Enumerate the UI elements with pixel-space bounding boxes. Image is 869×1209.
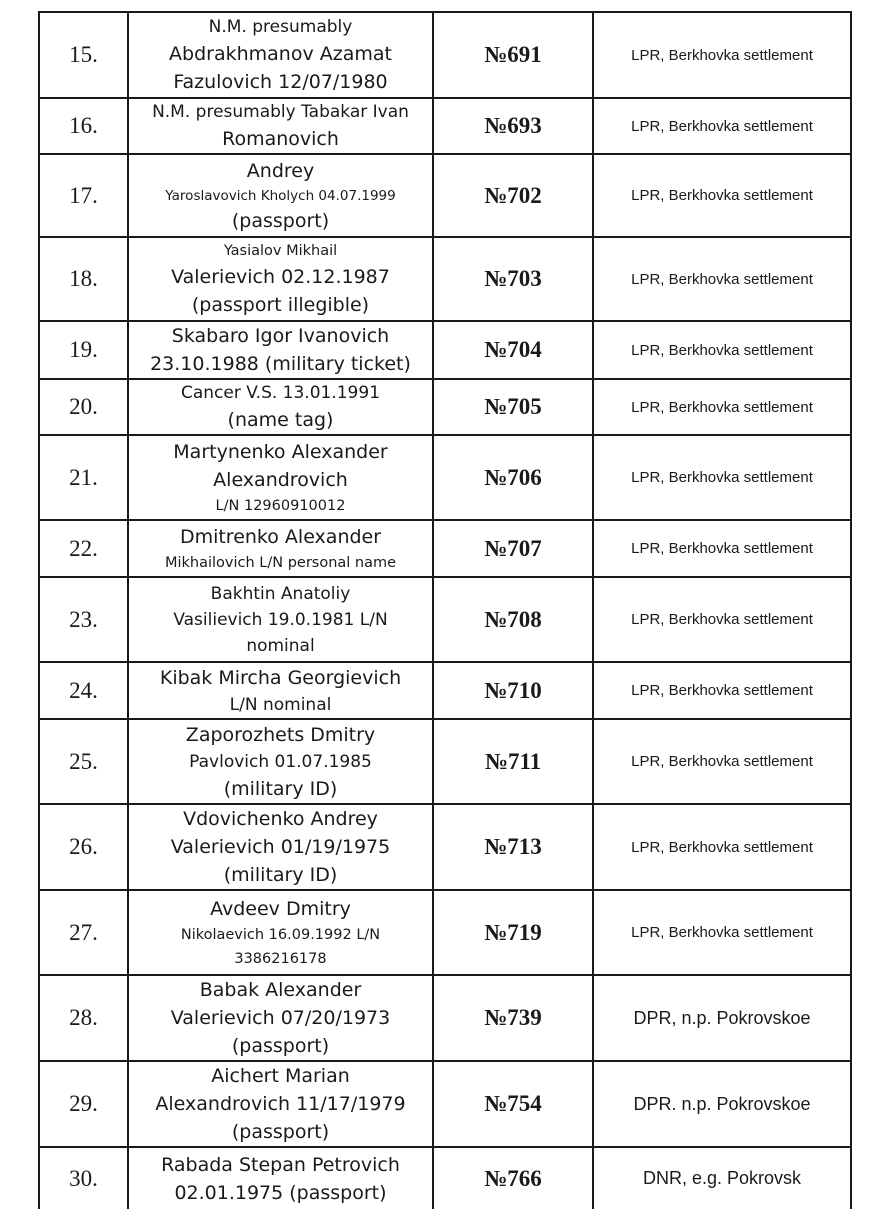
location-cell: LPR, Berkhovka settlement: [593, 154, 851, 237]
row-number: 16.: [39, 98, 128, 154]
name-line: 3386216178: [234, 950, 327, 967]
registry-number: №713: [433, 804, 593, 890]
name-line: Yaroslavovich Kholych 04.07.1999: [165, 187, 396, 204]
table-row: [39, 321, 851, 379]
registry-number: №706: [433, 435, 593, 520]
name-line: Valerievich 02.12.1987: [171, 266, 390, 288]
table-row: [39, 804, 851, 890]
deceased-name-cell: [128, 804, 433, 890]
row-number: 25.: [39, 719, 128, 804]
name-line: nominal: [246, 635, 315, 656]
name-line: Vasilievich 19.0.1981 L/N: [173, 609, 388, 630]
registry-number: №766: [433, 1147, 593, 1209]
registry-number: №704: [433, 321, 593, 379]
registry-number: №705: [433, 379, 593, 435]
name-line: Zaporozhets Dmitry: [185, 723, 376, 746]
name-line: Pavlovich 01.07.1985: [189, 751, 372, 772]
row-number: 19.: [39, 321, 128, 379]
registry-number: №691: [433, 12, 593, 98]
location-cell: LPR, Berkhovka settlement: [593, 577, 851, 662]
table-row: [39, 435, 851, 520]
row-number: 27.: [39, 890, 128, 975]
name-line: N.M. presumably Tabakar Ivan: [152, 102, 409, 122]
name-line: Romanovich: [222, 128, 339, 150]
name-line: L/N nominal: [229, 694, 332, 715]
deceased-name-cell: [128, 975, 433, 1061]
location-cell: DNR, e.g. Pokrovsk: [593, 1147, 851, 1209]
name-line: Cancer V.S. 13.01.1991: [180, 383, 381, 403]
deceased-name-cell: [128, 98, 433, 154]
row-number: 30.: [39, 1147, 128, 1209]
name-line: (passport illegible): [191, 294, 370, 316]
table-row: [39, 890, 851, 975]
registry-number: №754: [433, 1061, 593, 1147]
registry-number: №707: [433, 520, 593, 577]
row-number: 24.: [39, 662, 128, 719]
registry-number: №719: [433, 890, 593, 975]
name-line: Dmitrenko Alexander: [179, 525, 382, 548]
name-line: (military ID): [223, 864, 338, 886]
location-cell: LPR, Berkhovka settlement: [593, 379, 851, 435]
name-line: Alexandrovich: [213, 468, 348, 491]
location-cell: DPR. n.p. Pokrovskoe: [593, 1061, 851, 1147]
deceased-name-cell: [128, 435, 433, 520]
name-line: Valerievich 01/19/1975: [170, 836, 391, 858]
deceased-name-cell: [128, 577, 433, 662]
table-row: [39, 379, 851, 435]
registry-number: №711: [433, 719, 593, 804]
table-row: [39, 237, 851, 321]
row-number: 26.: [39, 804, 128, 890]
location-cell: LPR, Berkhovka settlement: [593, 321, 851, 379]
row-number: 23.: [39, 577, 128, 662]
location-cell: LPR, Berkhovka settlement: [593, 719, 851, 804]
table-row: [39, 1061, 851, 1147]
name-line: (passport): [231, 1121, 330, 1143]
name-line: (military ID): [223, 777, 338, 800]
deceased-name-cell: [128, 321, 433, 379]
table-row: [39, 577, 851, 662]
name-line: Fazulovich 12/07/1980: [173, 71, 388, 93]
table-row: [39, 662, 851, 719]
name-line: Abdrakhmanov Azamat: [169, 43, 392, 65]
table-row: [39, 520, 851, 577]
deceased-name-cell: [128, 379, 433, 435]
name-line: Skabaro Igor Ivanovich: [171, 325, 390, 347]
deceased-name-cell: [128, 520, 433, 577]
location-cell: LPR, Berkhovka settlement: [593, 98, 851, 154]
table-row: [39, 12, 851, 98]
deceased-name-cell: [128, 1061, 433, 1147]
table-row: [39, 719, 851, 804]
row-number: 18.: [39, 237, 128, 321]
name-line: Yasialov Mikhail: [223, 243, 338, 259]
deceased-name-cell: [128, 154, 433, 237]
name-line: Bakhtin Anatoliy: [210, 583, 351, 604]
location-cell: LPR, Berkhovka settlement: [593, 662, 851, 719]
deceased-name-cell: [128, 890, 433, 975]
name-line: Valerievich 07/20/1973: [170, 1007, 391, 1029]
name-line: N.M. presumably: [208, 17, 353, 37]
name-line: Martynenko Alexander: [173, 440, 388, 463]
name-line: L/N 12960910012: [215, 497, 346, 514]
table-row: [39, 975, 851, 1061]
deceased-name-cell: [128, 662, 433, 719]
location-cell: LPR, Berkhovka settlement: [593, 435, 851, 520]
name-line: Andrey: [246, 159, 315, 182]
name-line: 23.10.1988 (military ticket): [150, 353, 411, 375]
registry-number: №710: [433, 662, 593, 719]
location-cell: LPR, Berkhovka settlement: [593, 237, 851, 321]
deceased-name-cell: [128, 237, 433, 321]
name-line: 02.01.1975 (passport): [174, 1181, 387, 1204]
name-line: Aichert Marian: [211, 1065, 350, 1087]
name-line: (name tag): [227, 409, 334, 431]
row-number: 21.: [39, 435, 128, 520]
registry-number: №703: [433, 237, 593, 321]
name-line: Babak Alexander: [199, 979, 362, 1001]
row-number: 28.: [39, 975, 128, 1061]
row-number: 22.: [39, 520, 128, 577]
deceased-name-cell: [128, 719, 433, 804]
registry-number: №693: [433, 98, 593, 154]
row-number: 20.: [39, 379, 128, 435]
deceased-name-cell: [128, 12, 433, 98]
row-number: 17.: [39, 154, 128, 237]
registry-number: №708: [433, 577, 593, 662]
table-row: [39, 154, 851, 237]
register-rows: [39, 12, 851, 1209]
location-cell: LPR, Berkhovka settlement: [593, 520, 851, 577]
location-cell: DPR, n.p. Pokrovskoe: [593, 975, 851, 1061]
row-number: 29.: [39, 1061, 128, 1147]
burial-register-table: [38, 11, 852, 1209]
name-line: (passport): [231, 209, 330, 232]
row-number: 15.: [39, 12, 128, 98]
name-line: Nikolaevich 16.09.1992 L/N: [180, 926, 381, 943]
name-line: Alexandrovich 11/17/1979: [155, 1093, 406, 1115]
name-line: Rabada Stepan Petrovich: [161, 1153, 400, 1176]
location-cell: LPR, Berkhovka settlement: [593, 804, 851, 890]
name-line: Vdovichenko Andrey: [183, 808, 378, 830]
name-line: (passport): [231, 1035, 330, 1057]
table-row: [39, 98, 851, 154]
registry-number: №739: [433, 975, 593, 1061]
name-line: Avdeev Dmitry: [210, 897, 351, 920]
name-line: Kibak Mircha Georgievich: [159, 666, 402, 689]
location-cell: LPR, Berkhovka settlement: [593, 12, 851, 98]
name-line: Mikhailovich L/N personal name: [164, 554, 397, 571]
location-cell: LPR, Berkhovka settlement: [593, 890, 851, 975]
registry-number: №702: [433, 154, 593, 237]
